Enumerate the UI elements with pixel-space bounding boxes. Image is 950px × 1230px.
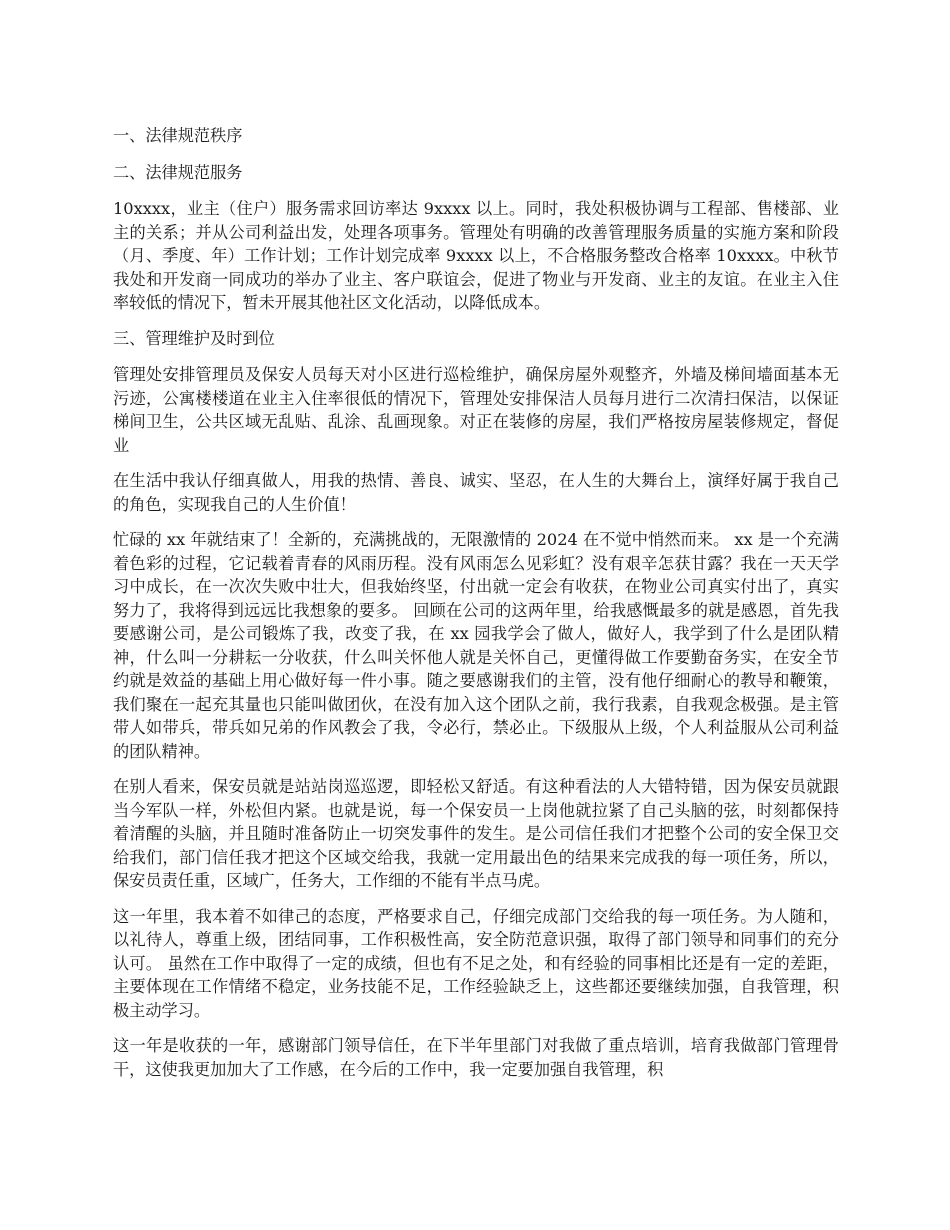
paragraph-harvest-year: 这一年是收获的一年，感谢部门领导信任，在下半年里部门对我做了重点培训，培育我做部门管理骨干，这使我更加加大了工作感，在今后的工作中，我一定要加强自我管理，积 bbox=[113, 1036, 839, 1079]
paragraph-year-review: 忙碌的 xx 年就结束了！全新的，充满挑战的，无限激情的 2024 在不觉中悄然而来。 xx 是一个充满着色彩的过程，它记载着青春的风雨历程。没有风雨怎么见彩虹？没有艰辛怎获甘露？我在一天天学习中成长，在一次次失败中壮大，但我始终坚，付出就一定会有收获，在物业公司真实付出了，真实努力了，我将得到远远比我想象的要多。 回顾在公司的这两年里，给我感慨最多的就是感恩，首先我要感谢公司，是公司锻炼了我，改变了我，在 xx 园我学会了做人，做好人，我学到了什么是团队精神，什么叫一分耕耘一分收获，什么叫关怀他人就是关怀自己，更懂得做工作要勤奋务实，在安全节约就是效益的基础上用心做好每一件小事。随之要感谢我们的主管，没有他仔细耐心的教导和鞭策，我们聚在一起充其量也只能叫做团伙，在没有加入这个团队之前，我行我素，自我观念极强。是主管带人如带兵，带兵如兄弟的作风教会了我，令必行，禁必止。下级服从上级，个人利益服从公司利益的团队精神。 bbox=[113, 530, 839, 761]
paragraph-life-values: 在生活中我认仔细真做人，用我的热情、善良、诚实、坚忍，在人生的大舞台上，演绎好属于我自己的角色，实现我自己的人生价值！ bbox=[113, 471, 839, 514]
section-heading-1: 一、法律规范秩序 bbox=[113, 126, 243, 145]
paragraph-security-role: 在别人看来，保安员就是站站岗巡巡逻，即轻松又舒适。有这种看法的人大错特错，因为保安员就跟当今军队一样，外松但内紧。也就是说，每一个保安员一上岗他就拉紧了自己头脑的弦，时刻都保持着清醒的头脑，并且随时准备防止一切突发事件的发生。是公司信任我们才把整个公司的安全保卫交给我们，部门信任我才把这个区域交给我，我就一定用最出色的结果来完成我的每一项任务，所以，保安员责任重，区域广，任务大，工作细的不能有半点马虎。 bbox=[113, 777, 839, 890]
paragraph-maintenance: 管理处安排管理员及保安人员每天对小区进行巡检维护，确保房屋外观整齐，外墙及梯间墙面基本无污迹，公寓楼楼道在业主入住率很低的情况下，管理处安排保洁人员每月进行二次清扫保洁，以保证梯间卫生，公共区域无乱贴、乱涂、乱画现象。对正在装修的房屋，我们严格按房屋装修规定，督促业 bbox=[113, 365, 839, 455]
paragraph-service: 10xxxx，业主（住户）服务需求回访率达 9xxxx 以上。同时，我处积极协调与工程部、售楼部、业主的关系；并从公司利益出发，处理各项事务。管理处有明确的改善管理服务质量的实施方案和阶段（月、季度、年）工作计划；工作计划完成率 9xxxx 以上，不合格服务整改合格率 10xxxx。中秋节我处和开发商一同成功的举办了业主、客户联谊会，促进了物业与开发商、业主的友谊。在业主入住率较低的情况下，暂未开展其他社区文化活动，以降低成本。 bbox=[113, 199, 839, 312]
paragraph-self-assessment: 这一年里，我本着不如律己的态度，严格要求自己，仔细完成部门交给我的每一项任务。为人随和，以礼待人，尊重上级，团结同事，工作积极性高，安全防范意识强，取得了部门领导和同事们的充分认可。 虽然在工作中取得了一定的成绩，但也有不足之处，和有经验的同事相比还是有一定的差距，主要体现在工作情绪不稳定，业务技能不足，工作经验缺乏上，这些都还要继续加强，自我管理，积极主动学习。 bbox=[113, 906, 839, 1020]
section-heading-2: 二、法律规范服务 bbox=[113, 162, 243, 182]
section-heading-3: 三、管理维护及时到位 bbox=[113, 328, 275, 348]
document-body bbox=[113, 124, 839, 1093]
